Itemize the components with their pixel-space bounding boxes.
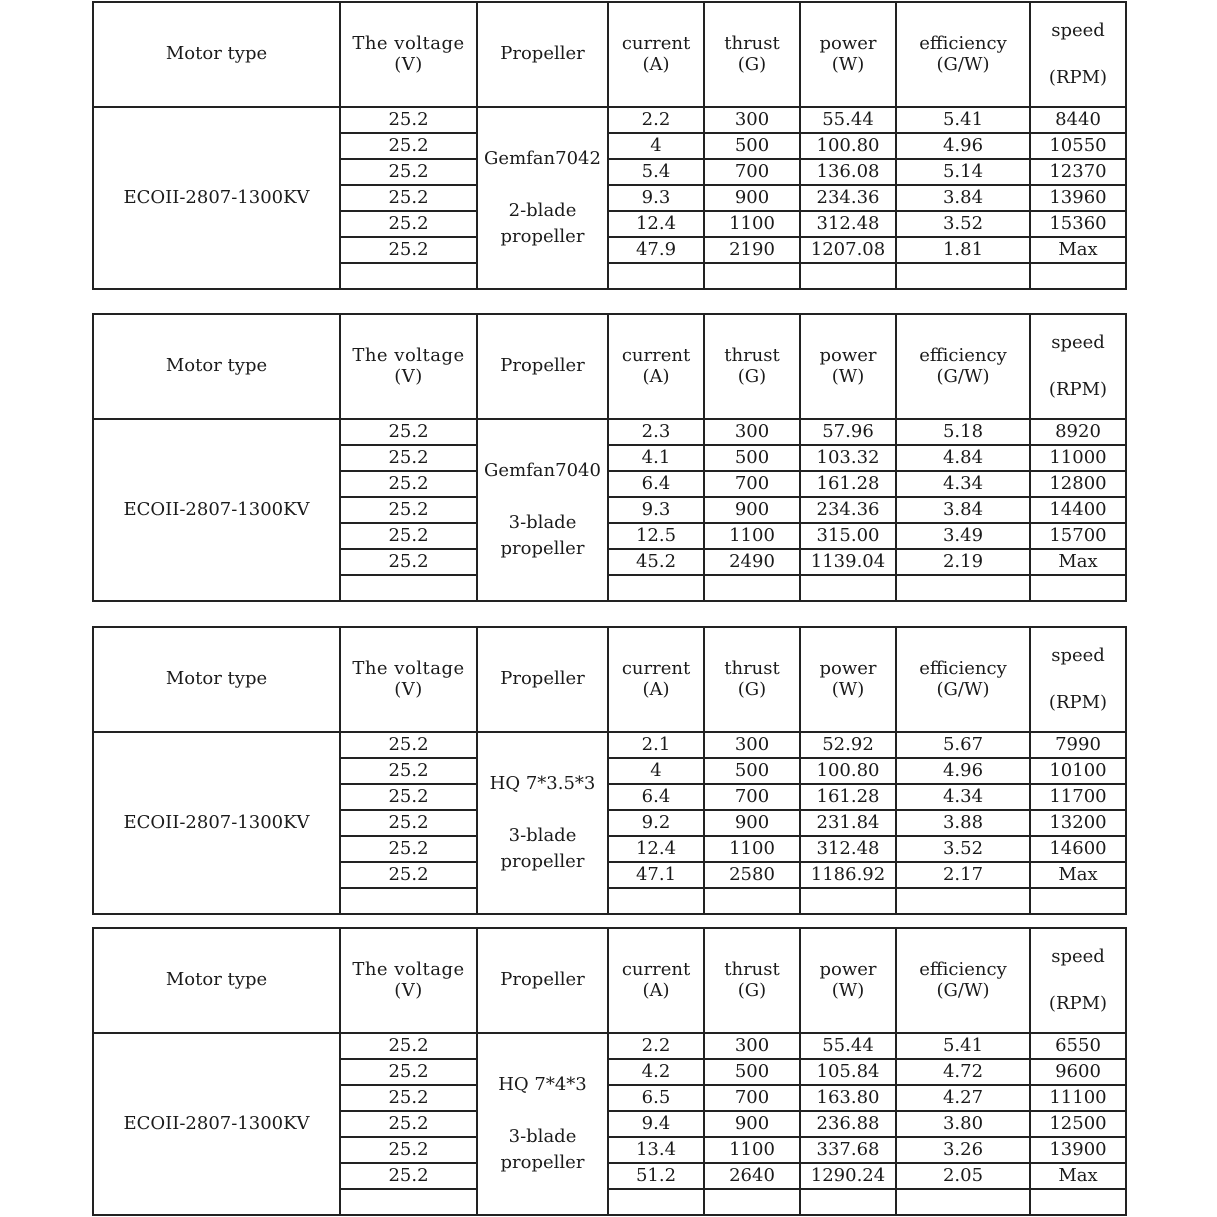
voltage-cell: 25.2 (340, 159, 477, 185)
header-thrust (704, 314, 800, 419)
speed-cell: 12370 (1030, 159, 1126, 185)
header-power-unit: (W) (831, 53, 865, 75)
speed-cell: 15360 (1030, 211, 1126, 237)
efficiency-cell: 3.84 (896, 497, 1030, 523)
propeller-type: propeller (500, 538, 585, 559)
current-cell: 12.4 (608, 211, 704, 237)
current-cell: 47.1 (608, 862, 704, 888)
header-efficiency-unit: (G/W) (936, 678, 990, 700)
power-cell: 161.28 (800, 784, 896, 810)
header-speed-unit: (RPM) (1048, 992, 1108, 1014)
efficiency-cell: 3.88 (896, 810, 1030, 836)
efficiency-cell: 5.18 (896, 419, 1030, 445)
voltage-cell: 25.2 (340, 784, 477, 810)
current-cell: 6.4 (608, 471, 704, 497)
thrust-cell: 900 (704, 810, 800, 836)
speed-cell: 15700 (1030, 523, 1126, 549)
thrust-cell: 700 (704, 159, 800, 185)
voltage-cell: 25.2 (340, 237, 477, 263)
power-cell: 315.00 (800, 523, 896, 549)
voltage-cell: 25.2 (340, 1137, 477, 1163)
header-speed (1030, 2, 1126, 107)
header-power-label: power (819, 958, 877, 980)
efficiency-cell: 4.34 (896, 471, 1030, 497)
voltage-cell: 25.2 (340, 1163, 477, 1189)
current-cell: 51.2 (608, 1163, 704, 1189)
efficiency-cell: 5.41 (896, 107, 1030, 133)
thrust-cell: 500 (704, 133, 800, 159)
header-current-label: current (621, 32, 691, 54)
propeller-blades: 3-blade (508, 512, 577, 533)
header-speed-unit: (RPM) (1048, 378, 1108, 400)
current-cell (608, 575, 704, 601)
efficiency-cell: 3.26 (896, 1137, 1030, 1163)
power-cell: 55.44 (800, 1033, 896, 1059)
propeller-blades: 2-blade (508, 200, 577, 221)
power-cell: 234.36 (800, 185, 896, 211)
current-cell: 9.4 (608, 1111, 704, 1137)
motor-type-cell: ECOII-2807-1300KV (93, 732, 340, 914)
speed-cell: 13200 (1030, 810, 1126, 836)
thrust-cell (704, 1189, 800, 1215)
header-propeller: Propeller (477, 2, 608, 107)
voltage-cell: 25.2 (340, 810, 477, 836)
current-cell: 5.4 (608, 159, 704, 185)
header-thrust-unit: (G) (737, 53, 767, 75)
propeller-type: propeller (500, 226, 585, 247)
efficiency-cell (896, 888, 1030, 914)
efficiency-cell: 4.27 (896, 1085, 1030, 1111)
voltage-cell: 25.2 (340, 862, 477, 888)
speed-cell: 12500 (1030, 1111, 1126, 1137)
voltage-cell: 25.2 (340, 445, 477, 471)
header-power-unit: (W) (831, 678, 865, 700)
voltage-cell: 25.2 (340, 471, 477, 497)
propeller-type: propeller (500, 851, 585, 872)
current-cell: 13.4 (608, 1137, 704, 1163)
power-cell: 161.28 (800, 471, 896, 497)
voltage-cell (340, 263, 477, 289)
speed-cell: 12800 (1030, 471, 1126, 497)
voltage-cell: 25.2 (340, 836, 477, 862)
propeller-model: HQ 7*3.5*3 (489, 773, 596, 794)
thrust-cell: 2490 (704, 549, 800, 575)
thrust-cell (704, 263, 800, 289)
header-current-unit: (A) (642, 979, 670, 1001)
header-voltage-label: The voltage (352, 344, 465, 366)
propeller-spacer (478, 172, 607, 198)
header-thrust-unit: (G) (737, 678, 767, 700)
header-thrust-label: thrust (724, 657, 780, 679)
header-power (800, 2, 896, 107)
thrust-cell: 500 (704, 445, 800, 471)
voltage-cell: 25.2 (340, 732, 477, 758)
current-cell (608, 1189, 704, 1215)
header-current-unit: (A) (642, 53, 670, 75)
power-cell: 103.32 (800, 445, 896, 471)
table-row (93, 1033, 1126, 1059)
voltage-cell: 25.2 (340, 1111, 477, 1137)
header-voltage (340, 928, 477, 1033)
thrust-cell: 700 (704, 784, 800, 810)
table-row (93, 732, 1126, 758)
speed-cell: 10100 (1030, 758, 1126, 784)
performance-table-3 (92, 626, 1127, 915)
propeller-cell (477, 419, 608, 601)
thrust-cell: 2640 (704, 1163, 800, 1189)
header-thrust (704, 2, 800, 107)
speed-cell: 9600 (1030, 1059, 1126, 1085)
header-efficiency-label: efficiency (919, 32, 1007, 54)
speed-cell: 8920 (1030, 419, 1126, 445)
header-voltage-unit: (V) (394, 53, 423, 75)
header-efficiency-unit: (G/W) (936, 979, 990, 1001)
speed-cell: 11100 (1030, 1085, 1126, 1111)
voltage-cell (340, 575, 477, 601)
header-current-label: current (621, 958, 691, 980)
thrust-cell: 300 (704, 419, 800, 445)
header-power (800, 627, 896, 732)
thrust-cell: 700 (704, 1085, 800, 1111)
efficiency-cell: 4.72 (896, 1059, 1030, 1085)
header-power (800, 928, 896, 1033)
thrust-cell: 500 (704, 1059, 800, 1085)
efficiency-cell (896, 263, 1030, 289)
power-cell: 55.44 (800, 107, 896, 133)
current-cell: 9.3 (608, 185, 704, 211)
voltage-cell (340, 888, 477, 914)
power-cell (800, 1189, 896, 1215)
efficiency-cell: 3.80 (896, 1111, 1030, 1137)
header-current-unit: (A) (642, 678, 670, 700)
efficiency-cell: 4.96 (896, 758, 1030, 784)
header-efficiency-unit: (G/W) (936, 365, 990, 387)
speed-cell (1030, 1189, 1126, 1215)
propeller-model: Gemfan7040 (484, 460, 601, 481)
header-voltage-label: The voltage (352, 32, 465, 54)
header-thrust-label: thrust (724, 344, 780, 366)
table-row (93, 107, 1126, 133)
header-thrust-unit: (G) (737, 979, 767, 1001)
voltage-cell: 25.2 (340, 758, 477, 784)
current-cell: 2.2 (608, 107, 704, 133)
voltage-cell: 25.2 (340, 523, 477, 549)
header-voltage-unit: (V) (394, 365, 423, 387)
speed-cell: 6550 (1030, 1033, 1126, 1059)
header-speed-label: speed (1051, 945, 1105, 967)
power-cell: 234.36 (800, 497, 896, 523)
propeller-blades: 3-blade (508, 825, 577, 846)
header-voltage (340, 627, 477, 732)
thrust-cell (704, 888, 800, 914)
header-motor-type: Motor type (93, 627, 340, 732)
efficiency-cell: 4.84 (896, 445, 1030, 471)
power-cell: 57.96 (800, 419, 896, 445)
motor-type-cell: ECOII-2807-1300KV (93, 107, 340, 289)
propeller-spacer (478, 797, 607, 823)
thrust-cell: 2190 (704, 237, 800, 263)
header-speed-unit: (RPM) (1048, 66, 1108, 88)
speed-cell: 13960 (1030, 185, 1126, 211)
header-power-unit: (W) (831, 979, 865, 1001)
current-cell: 4 (608, 758, 704, 784)
current-cell: 4.1 (608, 445, 704, 471)
voltage-cell: 25.2 (340, 107, 477, 133)
power-cell (800, 575, 896, 601)
voltage-cell: 25.2 (340, 497, 477, 523)
thrust-cell: 900 (704, 185, 800, 211)
efficiency-cell (896, 1189, 1030, 1215)
efficiency-cell: 2.19 (896, 549, 1030, 575)
efficiency-cell: 3.52 (896, 211, 1030, 237)
power-cell: 236.88 (800, 1111, 896, 1137)
power-cell: 337.68 (800, 1137, 896, 1163)
speed-cell: 14400 (1030, 497, 1126, 523)
speed-cell (1030, 575, 1126, 601)
header-voltage-label: The voltage (352, 958, 465, 980)
power-cell: 100.80 (800, 758, 896, 784)
efficiency-cell: 4.96 (896, 133, 1030, 159)
thrust-cell: 1100 (704, 523, 800, 549)
header-row (93, 928, 1126, 1033)
motor-type-cell: ECOII-2807-1300KV (93, 419, 340, 601)
propeller-cell (477, 732, 608, 914)
current-cell: 6.4 (608, 784, 704, 810)
speed-cell: 8440 (1030, 107, 1126, 133)
thrust-cell: 2580 (704, 862, 800, 888)
current-cell (608, 263, 704, 289)
current-cell: 2.3 (608, 419, 704, 445)
thrust-cell: 1100 (704, 211, 800, 237)
current-cell: 4.2 (608, 1059, 704, 1085)
header-efficiency (896, 314, 1030, 419)
speed-cell: 7990 (1030, 732, 1126, 758)
header-power-label: power (819, 344, 877, 366)
header-propeller: Propeller (477, 928, 608, 1033)
header-efficiency (896, 627, 1030, 732)
performance-table-1 (92, 1, 1127, 290)
header-power-unit: (W) (831, 365, 865, 387)
header-power-label: power (819, 32, 877, 54)
header-efficiency (896, 2, 1030, 107)
speed-cell: Max (1030, 549, 1126, 575)
header-speed-unit: (RPM) (1048, 691, 1108, 713)
header-voltage-unit: (V) (394, 678, 423, 700)
header-voltage (340, 2, 477, 107)
efficiency-cell: 2.17 (896, 862, 1030, 888)
propeller-cell (477, 1033, 608, 1215)
current-cell: 9.2 (608, 810, 704, 836)
current-cell (608, 888, 704, 914)
power-cell: 231.84 (800, 810, 896, 836)
propeller-model: HQ 7*4*3 (498, 1074, 587, 1095)
header-speed (1030, 627, 1126, 732)
header-motor-type: Motor type (93, 2, 340, 107)
speed-cell: 14600 (1030, 836, 1126, 862)
efficiency-cell: 5.41 (896, 1033, 1030, 1059)
voltage-cell: 25.2 (340, 211, 477, 237)
header-current (608, 928, 704, 1033)
header-efficiency-label: efficiency (919, 657, 1007, 679)
power-cell (800, 263, 896, 289)
header-efficiency-unit: (G/W) (936, 53, 990, 75)
thrust-cell: 300 (704, 732, 800, 758)
thrust-cell: 300 (704, 1033, 800, 1059)
efficiency-cell: 3.84 (896, 185, 1030, 211)
thrust-cell: 900 (704, 1111, 800, 1137)
power-cell: 312.48 (800, 211, 896, 237)
efficiency-cell (896, 575, 1030, 601)
performance-table-2 (92, 313, 1127, 602)
voltage-cell: 25.2 (340, 1085, 477, 1111)
current-cell: 12.4 (608, 836, 704, 862)
power-cell: 1290.24 (800, 1163, 896, 1189)
power-cell: 136.08 (800, 159, 896, 185)
current-cell: 45.2 (608, 549, 704, 575)
propeller-spacer (478, 1098, 607, 1124)
current-cell: 6.5 (608, 1085, 704, 1111)
propeller-spacer (478, 484, 607, 510)
propeller-cell (477, 107, 608, 289)
header-propeller: Propeller (477, 627, 608, 732)
header-current (608, 314, 704, 419)
voltage-cell: 25.2 (340, 133, 477, 159)
header-row (93, 627, 1126, 732)
current-cell: 4 (608, 133, 704, 159)
current-cell: 47.9 (608, 237, 704, 263)
efficiency-cell: 3.52 (896, 836, 1030, 862)
thrust-cell: 900 (704, 497, 800, 523)
header-thrust-label: thrust (724, 32, 780, 54)
header-power-label: power (819, 657, 877, 679)
propeller-model: Gemfan7042 (484, 148, 601, 169)
speed-cell: Max (1030, 237, 1126, 263)
speed-cell: 11700 (1030, 784, 1126, 810)
current-cell: 12.5 (608, 523, 704, 549)
speed-cell: Max (1030, 862, 1126, 888)
voltage-cell (340, 1189, 477, 1215)
efficiency-cell: 5.14 (896, 159, 1030, 185)
voltage-cell: 25.2 (340, 185, 477, 211)
voltage-cell: 25.2 (340, 1033, 477, 1059)
speed-cell: Max (1030, 1163, 1126, 1189)
power-cell: 52.92 (800, 732, 896, 758)
power-cell: 1186.92 (800, 862, 896, 888)
header-current-unit: (A) (642, 365, 670, 387)
performance-table-4 (92, 927, 1127, 1216)
speed-cell (1030, 263, 1126, 289)
power-cell: 1207.08 (800, 237, 896, 263)
propeller-type: propeller (500, 1152, 585, 1173)
header-speed-label: speed (1051, 331, 1105, 353)
header-thrust-label: thrust (724, 958, 780, 980)
thrust-cell: 700 (704, 471, 800, 497)
header-speed (1030, 314, 1126, 419)
header-current (608, 627, 704, 732)
header-thrust (704, 928, 800, 1033)
current-cell: 2.2 (608, 1033, 704, 1059)
table-row (93, 419, 1126, 445)
voltage-cell: 25.2 (340, 1059, 477, 1085)
header-thrust-unit: (G) (737, 365, 767, 387)
header-current (608, 2, 704, 107)
header-voltage-unit: (V) (394, 979, 423, 1001)
header-voltage (340, 314, 477, 419)
efficiency-cell: 3.49 (896, 523, 1030, 549)
header-power (800, 314, 896, 419)
header-speed-label: speed (1051, 19, 1105, 41)
power-cell: 100.80 (800, 133, 896, 159)
header-efficiency-label: efficiency (919, 344, 1007, 366)
power-cell: 163.80 (800, 1085, 896, 1111)
motor-type-cell: ECOII-2807-1300KV (93, 1033, 340, 1215)
header-current-label: current (621, 344, 691, 366)
thrust-cell: 1100 (704, 1137, 800, 1163)
thrust-cell: 1100 (704, 836, 800, 862)
header-efficiency-label: efficiency (919, 958, 1007, 980)
thrust-cell: 500 (704, 758, 800, 784)
header-speed (1030, 928, 1126, 1033)
efficiency-cell: 5.67 (896, 732, 1030, 758)
header-propeller: Propeller (477, 314, 608, 419)
header-current-label: current (621, 657, 691, 679)
current-cell: 2.1 (608, 732, 704, 758)
header-voltage-label: The voltage (352, 657, 465, 679)
voltage-cell: 25.2 (340, 419, 477, 445)
power-cell (800, 888, 896, 914)
thrust-cell (704, 575, 800, 601)
power-cell: 1139.04 (800, 549, 896, 575)
header-efficiency (896, 928, 1030, 1033)
efficiency-cell: 1.81 (896, 237, 1030, 263)
thrust-cell: 300 (704, 107, 800, 133)
speed-cell: 11000 (1030, 445, 1126, 471)
header-row (93, 2, 1126, 107)
efficiency-cell: 4.34 (896, 784, 1030, 810)
header-thrust (704, 627, 800, 732)
voltage-cell: 25.2 (340, 549, 477, 575)
power-cell: 312.48 (800, 836, 896, 862)
speed-cell (1030, 888, 1126, 914)
header-motor-type: Motor type (93, 314, 340, 419)
header-speed-label: speed (1051, 644, 1105, 666)
efficiency-cell: 2.05 (896, 1163, 1030, 1189)
propeller-blades: 3-blade (508, 1126, 577, 1147)
speed-cell: 13900 (1030, 1137, 1126, 1163)
current-cell: 9.3 (608, 497, 704, 523)
header-motor-type: Motor type (93, 928, 340, 1033)
power-cell: 105.84 (800, 1059, 896, 1085)
speed-cell: 10550 (1030, 133, 1126, 159)
header-row (93, 314, 1126, 419)
